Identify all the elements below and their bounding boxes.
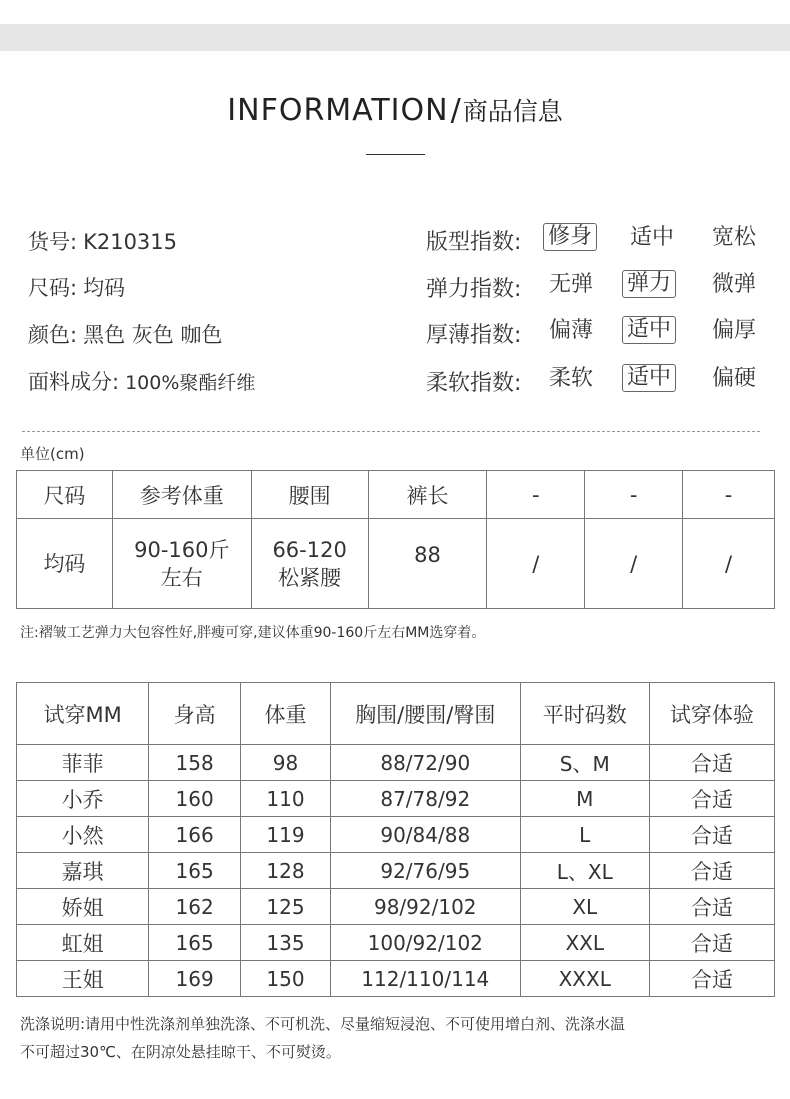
model-name: 小乔 xyxy=(17,781,149,817)
model-name: 王姐 xyxy=(17,961,149,997)
index-option-selected: 修身 xyxy=(543,223,597,251)
table-cell xyxy=(112,519,251,609)
care-line: 不可超过30℃、在阴凉处悬挂晾干、不可熨烫。 xyxy=(20,1043,341,1061)
table-row xyxy=(17,745,775,781)
header-cell: 体重 xyxy=(241,683,331,745)
height-cell: 169 xyxy=(149,961,241,997)
title-en: INFORMATION xyxy=(227,93,449,128)
header-cell: 裤长 xyxy=(368,471,487,519)
index-option-selected: 弹力 xyxy=(622,270,676,298)
index-option: 宽松 xyxy=(712,225,757,250)
weight-cell: 135 xyxy=(241,925,331,961)
model-name: 小然 xyxy=(17,817,149,853)
usual-size-cell: XL xyxy=(520,889,649,925)
header-cell: 尺码 xyxy=(17,471,113,519)
height-cell: 160 xyxy=(149,781,241,817)
measurements-cell: 87/78/92 xyxy=(330,781,520,817)
fit-cell: 合适 xyxy=(649,745,774,781)
model-name: 嘉琪 xyxy=(17,853,149,889)
fit-cell: 合适 xyxy=(649,853,774,889)
table-cell: / xyxy=(585,519,683,609)
index-option: 无弹 xyxy=(549,272,594,297)
table-header-row xyxy=(17,471,775,519)
header-cell: 试穿体验 xyxy=(649,683,774,745)
index-thickness xyxy=(426,318,766,348)
header-cell: 腰围 xyxy=(251,471,368,519)
usual-size-cell: XXXL xyxy=(520,961,649,997)
care-instructions xyxy=(20,1010,780,1066)
weight-suffix: 左右 xyxy=(160,565,203,590)
index-softness xyxy=(426,366,766,396)
info-item-sku xyxy=(28,226,177,256)
header-cell: 试穿MM xyxy=(17,683,149,745)
header-cell: 身高 xyxy=(149,683,241,745)
usual-size-cell: M xyxy=(520,781,649,817)
header-cell: 参考体重 xyxy=(112,471,251,519)
fit-cell: 合适 xyxy=(649,925,774,961)
size-table xyxy=(16,470,775,609)
fit-cell: 合适 xyxy=(649,961,774,997)
care-line: 洗涤说明:请用中性洗涤剂单独洗涤、不可机洗、尽量缩短浸泡、不可使用增白剂、洗涤水温 xyxy=(20,1015,626,1033)
model-name: 娇姐 xyxy=(17,889,149,925)
usual-size-cell: XXL xyxy=(520,925,649,961)
table-row xyxy=(17,781,775,817)
table-cell: 均码 xyxy=(17,519,113,609)
top-band xyxy=(0,24,790,51)
usual-size-cell: L、XL xyxy=(520,853,649,889)
measurements-cell: 100/92/102 xyxy=(330,925,520,961)
height-cell: 165 xyxy=(149,925,241,961)
measurements-cell: 88/72/90 xyxy=(330,745,520,781)
table-row xyxy=(17,853,775,889)
table-cell: 88 xyxy=(368,519,487,609)
info-label: 面料成分: xyxy=(28,370,120,394)
info-value: 均码 xyxy=(83,276,126,300)
index-option: 偏厚 xyxy=(712,318,757,343)
measurements-cell: 98/92/102 xyxy=(330,889,520,925)
header-cell: 胸围/腰围/臀围 xyxy=(330,683,520,745)
index-option-selected: 适中 xyxy=(622,316,676,344)
waist-type: 松紧腰 xyxy=(278,565,342,590)
weight-cell: 125 xyxy=(241,889,331,925)
info-item-size xyxy=(28,272,125,302)
header-cell: 平时码数 xyxy=(520,683,649,745)
usual-size-cell: L xyxy=(520,817,649,853)
measurements-cell: 112/110/114 xyxy=(330,961,520,997)
info-value: 100%聚酯纤维 xyxy=(125,372,256,394)
index-label: 柔软指数: xyxy=(426,371,522,396)
table-cell: / xyxy=(683,519,775,609)
index-label: 厚薄指数: xyxy=(426,323,522,348)
table-row xyxy=(17,889,775,925)
dashed-divider xyxy=(22,431,760,432)
info-value: K210315 xyxy=(83,230,178,254)
page-title xyxy=(0,92,790,128)
try-on-table xyxy=(16,682,775,997)
table-row xyxy=(17,519,775,609)
table-cell: / xyxy=(487,519,585,609)
weight-cell: 128 xyxy=(241,853,331,889)
info-label: 颜色: xyxy=(28,323,78,347)
measurements-cell: 92/76/95 xyxy=(330,853,520,889)
weight-cell: 150 xyxy=(241,961,331,997)
header-cell: - xyxy=(487,471,585,519)
info-label: 货号: xyxy=(28,230,78,254)
header-cell: - xyxy=(585,471,683,519)
index-label: 版型指数: xyxy=(426,230,522,255)
unit-label: 单位(cm) xyxy=(20,445,85,463)
index-option: 偏硬 xyxy=(712,366,757,391)
index-fit xyxy=(426,225,766,255)
table-header-row xyxy=(17,683,775,745)
index-label: 弹力指数: xyxy=(426,277,522,302)
height-cell: 165 xyxy=(149,853,241,889)
info-item-color xyxy=(28,319,222,349)
usual-size-cell: S、M xyxy=(520,745,649,781)
info-label: 尺码: xyxy=(28,276,78,300)
table-row xyxy=(17,817,775,853)
weight-range: 90-160斤 xyxy=(134,537,230,562)
fit-cell: 合适 xyxy=(649,817,774,853)
table-row xyxy=(17,961,775,997)
index-option: 偏薄 xyxy=(549,318,594,343)
index-option: 微弹 xyxy=(712,272,757,297)
info-value: 黑色 灰色 咖色 xyxy=(83,323,223,347)
size-note: 注:褶皱工艺弹力大包容性好,胖瘦可穿,建议体重90-160斤左右MM选穿着。 xyxy=(20,625,486,641)
title-underline xyxy=(366,154,425,155)
header-cell: - xyxy=(683,471,775,519)
measurements-cell: 90/84/88 xyxy=(330,817,520,853)
index-option: 柔软 xyxy=(549,366,594,391)
title-cn: 商品信息 xyxy=(462,97,563,126)
weight-cell: 98 xyxy=(241,745,331,781)
waist-range: 66-120 xyxy=(272,537,347,562)
info-item-fabric xyxy=(28,366,255,396)
height-cell: 162 xyxy=(149,889,241,925)
height-cell: 166 xyxy=(149,817,241,853)
fit-cell: 合适 xyxy=(649,889,774,925)
index-option: 适中 xyxy=(630,225,675,250)
model-name: 菲菲 xyxy=(17,745,149,781)
table-cell xyxy=(251,519,368,609)
height-cell: 158 xyxy=(149,745,241,781)
weight-cell: 110 xyxy=(241,781,331,817)
table-row xyxy=(17,925,775,961)
index-option-selected: 适中 xyxy=(622,364,676,392)
fit-cell: 合适 xyxy=(649,781,774,817)
weight-cell: 119 xyxy=(241,817,331,853)
index-stretch xyxy=(426,272,766,302)
model-name: 虹姐 xyxy=(17,925,149,961)
title-slash: / xyxy=(450,93,461,128)
